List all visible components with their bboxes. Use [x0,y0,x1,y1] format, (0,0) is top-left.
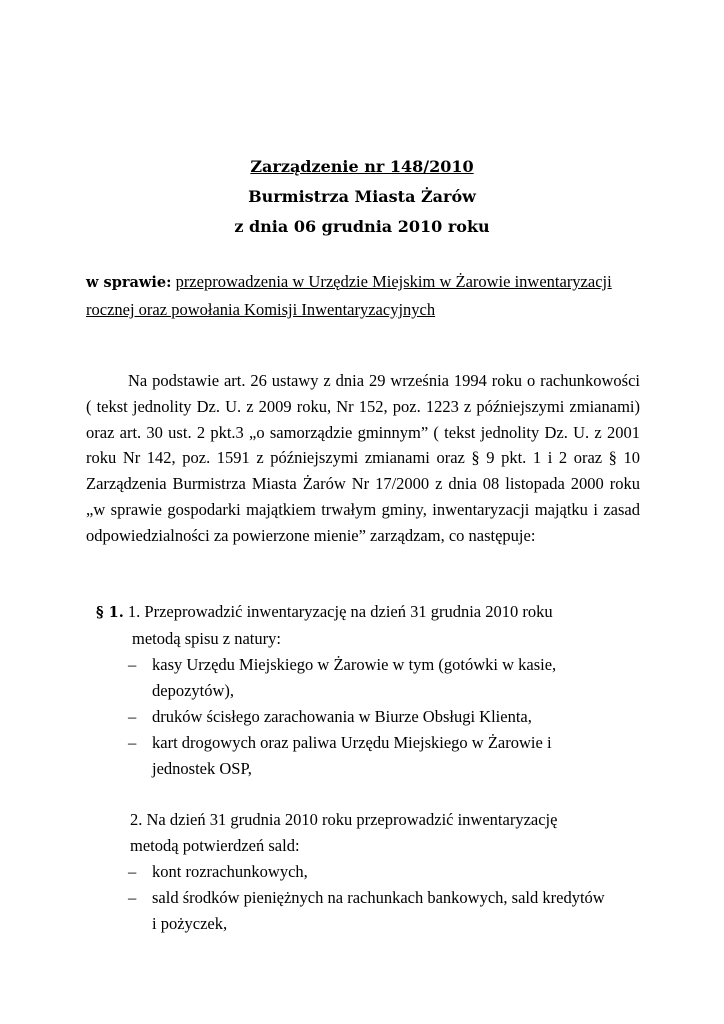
document-title [0,152,724,242]
dash-bullet: – [128,888,137,907]
section-1-heading [96,599,616,626]
point-1-line-2: metodą spisu z natury: [132,629,281,648]
title-date: z dnia 06 grudnia 2010 roku [234,217,490,236]
list-item: – druków ścisłego zarachowania w Biurze Obsługi Klienta, [96,704,616,730]
list-item: – kasy Urzędu Miejskiego w Żarowie w tym (gotówki w kasie, depozytów), [96,652,616,704]
dash-bullet: – [128,707,137,726]
point-2-text: 2. Na dzień 31 grudnia 2010 roku przeprowadzić inwentaryzację metodą potwierdzeń sald: [130,810,558,855]
point-2-list [130,859,610,937]
point-1-list [96,652,616,782]
section-1 [96,599,616,782]
point-2 [130,807,610,937]
legal-basis-paragraph: Na podstawie art. 26 ustawy z dnia 29 września 1994 roku o rachunkowości ( tekst jednolity Dz. U. z 2009 roku, Nr 152, poz. 1223 z późniejszymi zmianami) oraz art. 30 ust. 2 pkt.3 „o samorządzie gminnym” ( tekst jednolity Dz. U. z 2001 roku Nr 142, poz. 1591 z późniejszymi zmianami oraz § 9 pkt. 1 i 2 oraz § 10 Zarządzenia Burmistrza Miasta Żarów Nr 17/2000 z dnia 08 listopada 2000 roku „w sprawie gospodarki majątkiem trwałym gminy, inwentaryzacji majątku i zasad odpowiedzialności za powierzone mienie” zarządzam, co następuje: [86,371,640,545]
title-ordinance-number: Zarządzenie nr 148/2010 [250,157,474,176]
list-item: – sald środków pieniężnych na rachunkach bankowych, sald kredytów i pożyczek, [130,885,610,937]
list-item: – kont rozrachunkowych, [130,859,610,885]
title-issuer: Burmistrza Miasta Żarów [248,187,476,206]
subject-label: w sprawie: [86,274,172,291]
section-mark: § 1. [96,604,124,621]
point-1-line-1: 1. Przeprowadzić inwentaryzację na dzień 31 grudnia 2010 roku [127,602,553,621]
subject-paragraph [86,268,646,323]
dash-bullet: – [128,862,137,881]
dash-bullet: – [128,655,137,674]
list-item: – kart drogowych oraz paliwa Urzędu Miejskiego w Żarowie i jednostek OSP, [96,730,616,782]
subject-text: przeprowadzenia w Urzędzie Miejskim w Żarowie inwentaryzacji rocznej oraz powołania Komisji Inwentaryzacyjnych [86,272,612,319]
dash-bullet: – [128,733,137,752]
